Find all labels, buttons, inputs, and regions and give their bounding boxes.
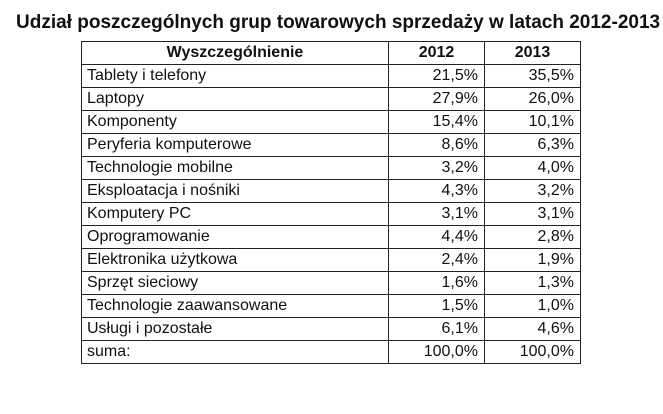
row-value-2012: 1,6% <box>389 272 485 295</box>
row-value-2012: 8,6% <box>389 134 485 157</box>
table-total-row <box>82 341 581 364</box>
row-category: Sprzęt sieciowy <box>82 272 389 295</box>
row-value-2013: 35,5% <box>485 65 581 88</box>
row-value-2013: 3,1% <box>485 203 581 226</box>
row-value-2012: 4,4% <box>389 226 485 249</box>
total-value-2013: 100,0% <box>485 341 581 364</box>
row-category: Technologie mobilne <box>82 157 389 180</box>
total-value-2012: 100,0% <box>389 341 485 364</box>
row-category: Eksploatacja i nośniki <box>82 180 389 203</box>
table-row <box>82 295 581 318</box>
row-value-2012: 3,1% <box>389 203 485 226</box>
row-value-2012: 1,5% <box>389 295 485 318</box>
row-category: Komponenty <box>82 111 389 134</box>
sales-share-table <box>81 41 581 364</box>
row-value-2013: 2,8% <box>485 226 581 249</box>
row-value-2013: 1,0% <box>485 295 581 318</box>
table-row <box>82 65 581 88</box>
table-header-row <box>82 42 581 65</box>
row-value-2013: 4,0% <box>485 157 581 180</box>
table-row <box>82 226 581 249</box>
table-row <box>82 157 581 180</box>
row-value-2013: 1,9% <box>485 249 581 272</box>
header-category: Wyszczególnienie <box>82 42 389 65</box>
table-row <box>82 318 581 341</box>
table-row <box>82 203 581 226</box>
row-value-2013: 6,3% <box>485 134 581 157</box>
row-value-2013: 26,0% <box>485 88 581 111</box>
row-value-2013: 3,2% <box>485 180 581 203</box>
row-category: Tablety i telefony <box>82 65 389 88</box>
row-value-2013: 4,6% <box>485 318 581 341</box>
row-value-2012: 21,5% <box>389 65 485 88</box>
table-row <box>82 111 581 134</box>
row-value-2012: 4,3% <box>389 180 485 203</box>
row-category: Technologie zaawansowane <box>82 295 389 318</box>
row-category: Komputery PC <box>82 203 389 226</box>
table-row <box>82 134 581 157</box>
row-category: Oprogramowanie <box>82 226 389 249</box>
row-value-2013: 1,3% <box>485 272 581 295</box>
table-row <box>82 88 581 111</box>
table-row <box>82 249 581 272</box>
row-value-2012: 6,1% <box>389 318 485 341</box>
row-value-2012: 2,4% <box>389 249 485 272</box>
row-category: Elektronika użytkowa <box>82 249 389 272</box>
header-year-2013: 2013 <box>485 42 581 65</box>
row-value-2012: 3,2% <box>389 157 485 180</box>
row-value-2012: 15,4% <box>389 111 485 134</box>
header-year-2012: 2012 <box>389 42 485 65</box>
table-row <box>82 180 581 203</box>
table-title: Udział poszczególnych grup towarowych sprzedaży w latach 2012-2013 <box>16 12 661 33</box>
row-category: Peryferia komputerowe <box>82 134 389 157</box>
table-row <box>82 272 581 295</box>
row-category: Usługi i pozostałe <box>82 318 389 341</box>
total-label: suma: <box>82 341 389 364</box>
row-value-2013: 10,1% <box>485 111 581 134</box>
row-category: Laptopy <box>82 88 389 111</box>
row-value-2012: 27,9% <box>389 88 485 111</box>
